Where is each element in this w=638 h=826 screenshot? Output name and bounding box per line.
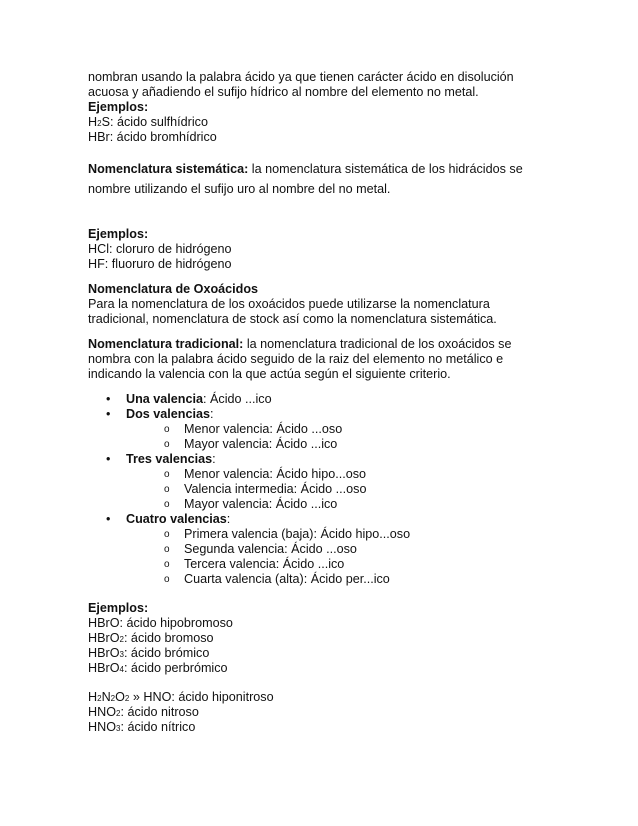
sub-list-item: o Valencia intermedia: Ácido ...oso <box>164 482 367 496</box>
bullet-icon: • <box>106 407 111 421</box>
sub-list-item: o Tercera valencia: Ácido ...ico <box>164 557 345 571</box>
list-item: • Dos valencias: o Menor valencia: Ácido ...oso o Mayor valencia: Ácido ...ico <box>106 407 558 452</box>
circle-bullet-icon: o <box>164 544 170 555</box>
example-line: HBr: ácido bromhídrico <box>88 130 217 144</box>
paragraph-line: nombra con la palabra ácido seguido de la raiz del elemento no metálico e <box>88 352 504 366</box>
circle-bullet-icon: o <box>164 559 170 570</box>
valencias-list <box>88 392 558 587</box>
sub-list <box>126 527 558 587</box>
circle-bullet-icon: o <box>164 499 170 510</box>
examples-heading: Ejemplos: <box>88 601 149 615</box>
sub-list-item: o Menor valencia: Ácido ...oso <box>164 422 343 436</box>
sub-list <box>126 422 558 452</box>
example-line: HBrO: ácido hipobromoso <box>88 616 233 630</box>
circle-bullet-icon: o <box>164 574 170 585</box>
sub-list-item: o Mayor valencia: Ácido ...ico <box>164 497 338 511</box>
paragraph-line: Nomenclatura tradicional: la nomenclatura tradicional de los oxoácidos se <box>88 337 512 351</box>
example-line: H2S: ácido sulfhídrico <box>88 115 208 129</box>
bullet-icon: • <box>106 452 111 466</box>
list-item: • Una valencia: Ácido ...ico <box>106 392 272 406</box>
sub-list-item: o Primera valencia (baja): Ácido hipo...oso <box>164 527 411 541</box>
circle-bullet-icon: o <box>164 469 170 480</box>
bullet-icon: • <box>106 392 111 406</box>
list-item: • Tres valencias: o Menor valencia: Ácido hipo...oso o Valencia intermedia: Ácido ...oso o Mayor valencia: Ácido ...ico <box>106 452 558 512</box>
circle-bullet-icon: o <box>164 484 170 495</box>
paragraph-line: indicando la valencia con la que actúa según el siguiente criterio. <box>88 367 451 381</box>
sub-list-item: o Cuarta valencia (alta): Ácido per...ico <box>164 572 390 586</box>
example-line: HNO2: ácido nitroso <box>88 705 199 719</box>
example-line: HCl: cloruro de hidrógeno <box>88 242 232 256</box>
section-heading: Nomenclatura de Oxoácidos <box>88 282 259 296</box>
sistematica-paragraph: Nomenclatura sistemática: la nomenclatura sistemática de los hidrácidos se nombre utilizando el sufijo uro al nombre del no metal. <box>88 162 523 196</box>
circle-bullet-icon: o <box>164 439 170 450</box>
example-line: HBrO2: ácido bromoso <box>88 631 214 645</box>
sub-list-item: o Mayor valencia: Ácido ...ico <box>164 437 338 451</box>
examples-heading: Ejemplos: <box>88 227 149 241</box>
paragraph-line: Para la nomenclatura de los oxoácidos puede utilizarse la nomenclatura <box>88 297 490 311</box>
sub-list <box>126 467 558 512</box>
examples-heading: Ejemplos: <box>88 100 149 114</box>
example-line: HBrO4: ácido perbrómico <box>88 661 228 675</box>
intro-line: nombran usando la palabra ácido ya que tienen carácter ácido en disolución <box>88 70 514 84</box>
example-line: HF: fluoruro de hidrógeno <box>88 257 232 271</box>
sub-list-item: o Segunda valencia: Ácido ...oso <box>164 542 357 556</box>
document-page <box>88 70 558 735</box>
circle-bullet-icon: o <box>164 424 170 435</box>
bullet-icon: • <box>106 512 111 526</box>
list-item: • Cuatro valencias: o Primera valencia (baja): Ácido hipo...oso o Segunda valencia: Ácido ...oso o Tercera valencia: Ácido ...ico o Cuarta valencia (alta): Ácido per...ico <box>106 512 558 587</box>
sub-list-item: o Menor valencia: Ácido hipo...oso <box>164 467 367 481</box>
example-line: HNO3: ácido nítrico <box>88 720 196 734</box>
section-heading: Nomenclatura tradicional: <box>88 337 244 351</box>
circle-bullet-icon: o <box>164 529 170 540</box>
example-line: H2N2O2 » HNO: ácido hiponitroso <box>88 690 274 704</box>
paragraph-line: tradicional, nomenclatura de stock así como la nomenclatura sistemática. <box>88 312 497 326</box>
intro-line: acuosa y añadiendo el sufijo hídrico al nombre del elemento no metal. <box>88 85 479 99</box>
section-heading: Nomenclatura sistemática: <box>88 162 249 176</box>
example-line: HBrO3: ácido brómico <box>88 646 210 660</box>
